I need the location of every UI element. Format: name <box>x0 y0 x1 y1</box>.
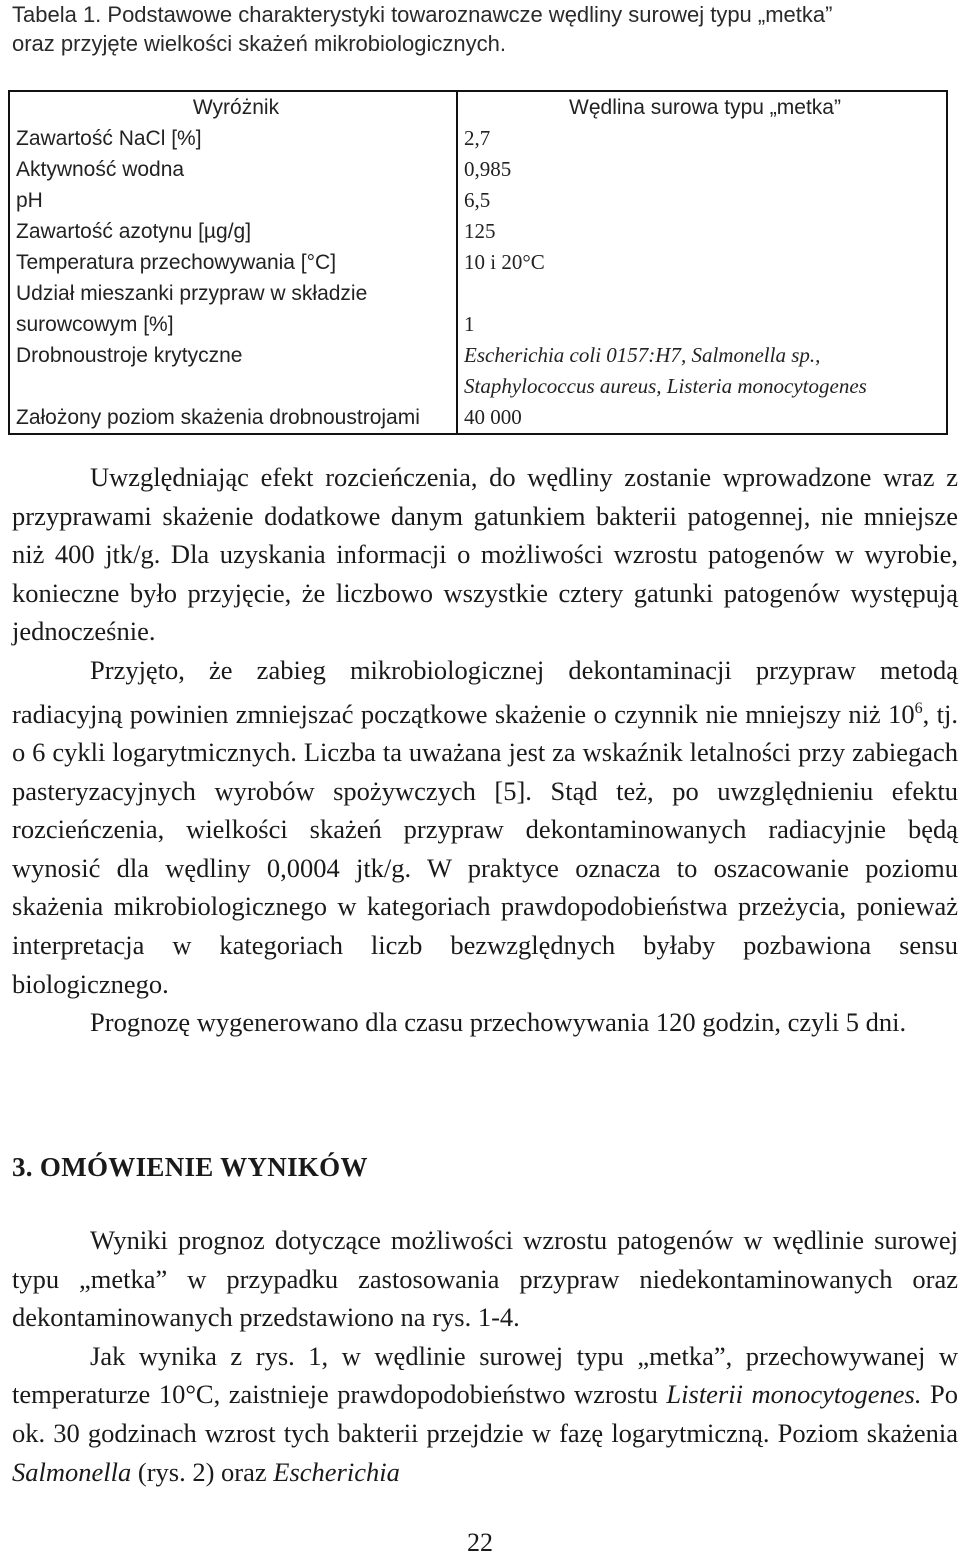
header-product: Wędlina surowa typu „metka” <box>569 96 841 119</box>
row-label: Temperatura przechowywania [°C] <box>9 247 457 278</box>
row-label: Udział mieszanki przypraw w składzie surowcowym [%] <box>9 278 457 340</box>
table-caption-line-2: oraz przyjęte wielkości skażeń mikrobiologicznych. <box>12 31 506 56</box>
table-row <box>9 216 947 247</box>
row-value: 6,5 <box>464 188 491 212</box>
paragraph <box>12 1337 958 1491</box>
table-row <box>9 340 947 402</box>
species-name: Salmonella <box>12 1456 132 1487</box>
text-run: Przyjęto, że zabieg mikrobiologicznej dekontaminacji przypraw metodą radiacyjną powinien zmniejszać początkowe skażenie o czynnik nie mniejszy niż 10 <box>12 654 958 729</box>
row-label: Zawartość NaCl [%] <box>9 123 457 154</box>
paragraph: Wyniki prognoz dotyczące możliwości wzrostu patogenów w wędlinie surowej typu „metka” w przypadku zastosowania przypraw niedekontaminowanych oraz dekontaminowanych przedstawiono na rys. 1-4. <box>12 1225 958 1333</box>
row-value: 10 i 20°C <box>464 250 545 274</box>
row-value: 1 <box>464 312 475 336</box>
text-run: Jak wynika z rys. 1, w wędlinie surowej typu „metka”, przechowywanej w temperaturze 10°C, zaistnieje prawdopodobieństwo wzrostu <box>12 1340 958 1410</box>
row-label: Zawartość azotynu [µg/g] <box>9 216 457 247</box>
table-header-row <box>9 91 947 123</box>
table-row <box>9 247 947 278</box>
row-value: 2,7 <box>464 126 491 150</box>
row-value: Escherichia coli 0157:H7, Salmonella sp., Staphylococcus aureus, Listeria monocytogenes <box>464 343 867 398</box>
paragraph <box>12 651 958 1003</box>
row-label: Założony poziom skażenia drobnoustrojami <box>9 402 457 434</box>
table-row <box>9 123 947 154</box>
section-body-text <box>12 1221 958 1491</box>
row-label: Aktywność wodna <box>9 154 457 185</box>
page-number: 22 <box>467 1528 493 1557</box>
row-value: 125 <box>464 219 496 243</box>
table-caption-line-1: Tabela 1. Podstawowe charakterystyki towaroznawcze wędliny surowej typu „metka” <box>12 2 833 27</box>
characteristics-table <box>8 90 948 435</box>
row-label: Drobnoustroje krytyczne <box>9 340 457 402</box>
section-heading: 3. OMÓWIENIE WYNIKÓW <box>12 1152 368 1182</box>
row-value: 0,985 <box>464 157 512 181</box>
table-caption <box>12 0 952 58</box>
table-row <box>9 402 947 434</box>
row-label: pH <box>9 185 457 216</box>
table-row <box>9 154 947 185</box>
text-run: , tj. o 6 cykli logarytmicznych. Liczba ta uważana jest za wskaźnik letalności przy zabiegach pasteryzacyjnych wyrobów spożywczych [5]. Stąd też, po uwzględnieniu efektu rozcieńczenia, wielkości skażeń przypraw dekontaminowanych radiacyjnie będą wynosić dla wędliny 0,0004 jtk/g. W praktyce oznacza to oszacowanie poziomu skażenia mikrobiologicznego w kategoriach prawdopodobieństwa przeżycia, ponieważ interpretacja w kategoriach liczb bezwzględnych byłaby pozbawiona sensu biologicznego. <box>12 698 958 999</box>
text-run: Po ok. 30 godzinach wzrost tych bakterii przejdzie w fazę logarytmiczną. Poziom skażenia <box>12 1379 958 1448</box>
text-run: (rys. 2) oraz <box>131 1456 274 1487</box>
body-text <box>12 458 958 1042</box>
header-feature: Wyróżnik <box>9 91 457 123</box>
row-value: 40 000 <box>464 405 522 429</box>
table-row <box>9 185 947 216</box>
paragraph: Uwzględniając efekt rozcieńczenia, do wędliny zostanie wprowadzone wraz z przyprawami skażenie dodatkowe danym gatunkiem bakterii patogennej, nie mniejsze niż 400 jtk/g. Dla uzyskania informacji o możliwości wzrostu patogenów w wyrobie, konieczne było przyjęcie, że liczbowo wszystkie cztery gatunki patogenów występują jednocześnie. <box>12 462 958 647</box>
species-name: Listerii monocytogenes. <box>666 1379 922 1410</box>
superscript: 6 <box>914 699 923 717</box>
paragraph: Prognozę wygenerowano dla czasu przechowywania 120 godzin, czyli 5 dni. <box>90 1007 907 1038</box>
table-row <box>9 278 947 340</box>
species-name: Escherichia <box>273 1456 400 1487</box>
